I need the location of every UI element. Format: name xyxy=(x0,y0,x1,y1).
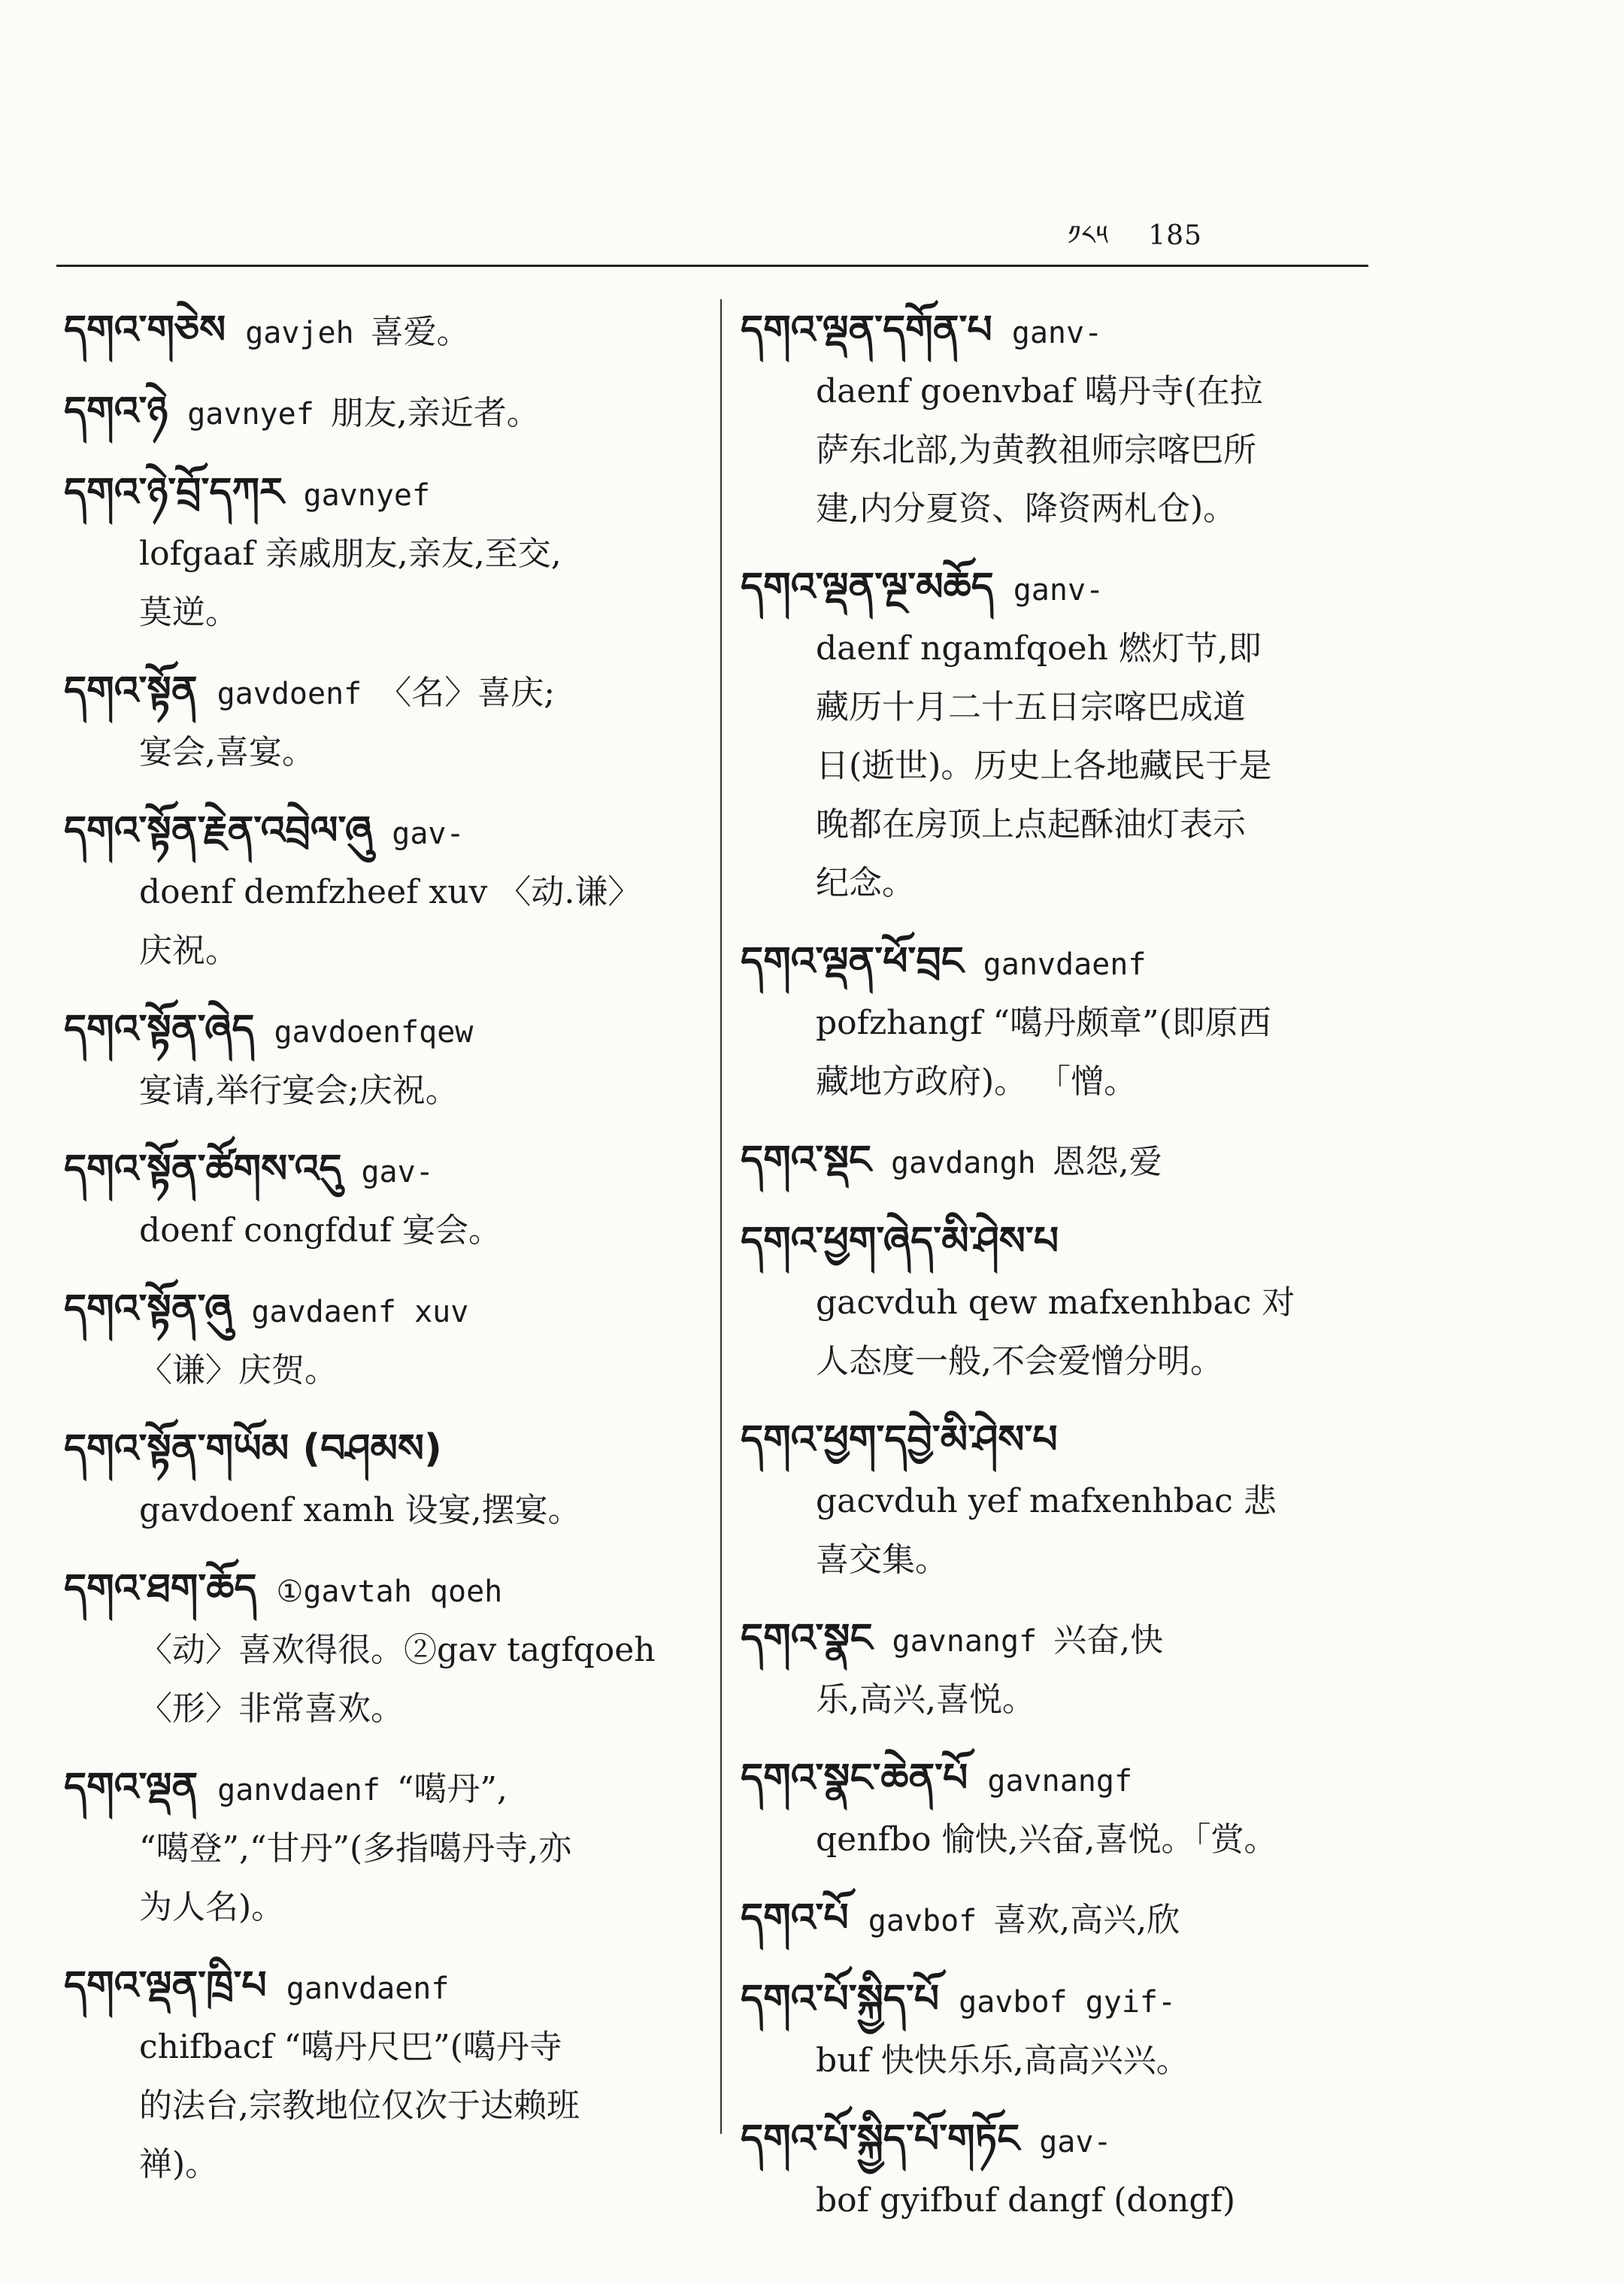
page-header xyxy=(1068,205,1202,281)
tibetan-headword: དགའ་སྟོན་ཞུ xyxy=(64,1286,232,1332)
romanization: gav- xyxy=(1039,2125,1112,2159)
entry-head xyxy=(741,1131,1380,1193)
romanization: gavnangf xyxy=(892,1624,1038,1659)
romanization: gavbof xyxy=(868,1904,977,1938)
entry-continuation: 建,内分夏资、降资两札仓)。 xyxy=(816,489,1237,528)
entry-continuation: 莫逆。 xyxy=(139,593,238,632)
dictionary-entry xyxy=(741,1889,1380,1950)
entry-continuation: 人态度一般,不会爱憎分明。 xyxy=(816,1342,1223,1380)
dictionary-entry xyxy=(64,1758,703,1937)
romanization: gavnangf xyxy=(987,1764,1133,1799)
entry-continuation: 萨东北部,为黄教祖师宗喀巴所 xyxy=(816,431,1256,469)
romanization: ganv- xyxy=(1013,573,1104,608)
entry-head xyxy=(64,1280,703,1341)
entry-continuation: “噶登”,“甘丹”(多指噶丹寺,亦 xyxy=(139,1829,572,1868)
dictionary-entry xyxy=(741,1131,1380,1193)
romanization: gavdoenf xyxy=(217,677,362,711)
entry-head xyxy=(64,382,703,444)
tibetan-headword: དགའ་སྟོན་ཚོགས་འདུ xyxy=(64,1147,342,1192)
tibetan-headword: དགའ་ཕྱག་ཞེད་མི་ཤེས་པ xyxy=(741,1219,1059,1264)
dictionary-entry xyxy=(64,802,703,980)
dictionary-entry xyxy=(64,1140,703,1260)
definition: 恩怨,爱 xyxy=(1052,1143,1162,1181)
entry-continuation: daenf goenvbaf 噶丹寺(在拉 xyxy=(816,372,1263,411)
entry-head xyxy=(64,1140,703,1202)
dictionary-entry xyxy=(741,558,1380,913)
dictionary-entry xyxy=(741,2110,1380,2230)
entry-continuation: qenfbo 愉快,兴奋,喜悦。「赏。 xyxy=(816,1820,1277,1859)
tibetan-headword: དགའ་ལྡན་ཁྲི་པ xyxy=(64,1963,267,2008)
entry-continuation: doenf demfzheef xuv 〈动.谦〉 xyxy=(139,873,641,911)
romanization: gavnyef xyxy=(303,478,431,513)
entry-head xyxy=(64,1000,703,1062)
entry-continuation: 藏地方政府)。 「憎。 xyxy=(816,1062,1138,1101)
entry-head xyxy=(741,1212,1380,1274)
entry-head xyxy=(64,802,703,863)
romanization: gavnyef xyxy=(187,397,314,432)
entry-continuation: 喜交集。 xyxy=(816,1541,948,1579)
entry-continuation: gacvduh qew mafxenhbac 对 xyxy=(816,1283,1295,1322)
tibetan-headword: དགའ་སྟོན xyxy=(64,668,198,714)
entry-head xyxy=(64,301,703,362)
entry-head xyxy=(741,1609,1380,1671)
entry-continuation: 〈形〉非常喜欢。 xyxy=(139,1690,404,1728)
entry-head xyxy=(64,1758,703,1820)
entry-continuation: 晚都在房顶上点起酥油灯表示 xyxy=(816,805,1246,844)
entry-head xyxy=(741,1889,1380,1950)
entry-head xyxy=(64,463,703,525)
tibetan-headword: དགའ་སྟོན་ཞེད xyxy=(64,1007,255,1052)
dictionary-entry xyxy=(741,1970,1380,2090)
tibetan-headword: དགའ་ལྡན xyxy=(64,1765,198,1810)
definition: 〈名〉喜庆; xyxy=(378,674,556,712)
entry-continuation: 宴请,举行宴会;庆祝。 xyxy=(139,1071,459,1110)
entry-head xyxy=(741,932,1380,994)
romanization: gav- xyxy=(361,1155,434,1189)
entry-continuation: chifbacf “噶丹尺巴”(噶丹寺 xyxy=(139,2028,562,2066)
entry-continuation: daenf ngamfqoeh 燃灯节,即 xyxy=(816,629,1262,668)
definition: “噶丹”, xyxy=(396,1770,508,1808)
romanization: ganv- xyxy=(1011,316,1103,350)
tibetan-headword: དགའ་སྡང xyxy=(741,1138,871,1183)
definition: 朋友,亲近者。 xyxy=(330,394,540,432)
entry-continuation: buf 快快乐乐,高高兴兴。 xyxy=(816,2041,1189,2080)
tibetan-headword: དགའ་སྣང xyxy=(741,1616,873,1661)
romanization: ganvdaenf xyxy=(983,947,1147,982)
definition: 喜欢,高兴,欣 xyxy=(993,1901,1180,1939)
entry-continuation: 为人名)。 xyxy=(139,1888,285,1926)
entry-head xyxy=(741,1411,1380,1472)
entry-continuation: 的法台,宗教地位仅次于达赖班 xyxy=(139,2087,580,2125)
romanization: gavdaenf xuv xyxy=(251,1295,469,1329)
entry-continuation: gacvduh yef mafxenhbac 悲 xyxy=(816,1482,1277,1520)
entry-continuation: 庆祝。 xyxy=(139,932,238,970)
entry-continuation: doenf congfduf 宴会。 xyxy=(139,1211,502,1250)
romanization: gavbof gyif- xyxy=(959,1985,1177,2020)
entry-continuation: 乐,高兴,喜悦。 xyxy=(816,1680,1035,1719)
entry-continuation: 〈谦〉庆贺。 xyxy=(139,1351,338,1390)
entry-head xyxy=(741,1970,1380,2032)
entry-head xyxy=(64,1420,703,1481)
tibetan-headword: དགའ་ལྡན་ལྔ་མཆོད xyxy=(741,565,994,610)
entry-head xyxy=(741,558,1380,620)
dictionary-entry xyxy=(64,662,703,782)
entry-head xyxy=(741,301,1380,362)
tibetan-headword: དགའ་ཐག་ཆོད xyxy=(64,1566,257,1611)
entry-head xyxy=(741,2110,1380,2171)
tibetan-headword: དགའ་ཉེ xyxy=(64,389,168,434)
entry-continuation: 〈动〉喜欢得很。②gav tagfqoeh xyxy=(139,1631,656,1669)
romanization: gavdangh xyxy=(890,1146,1036,1180)
dictionary-entry xyxy=(64,301,703,362)
entry-continuation: 纪念。 xyxy=(816,864,915,902)
romanization: ①gavtah qoeh xyxy=(276,1574,503,1609)
tibetan-headword: དགའ་ཕྱག་དབྱེ་མི་ཤེས་པ xyxy=(741,1417,1058,1462)
tibetan-headword: དགའ་པོ་སྐྱིད་པོ xyxy=(741,1977,940,2022)
romanization: gavjeh xyxy=(245,316,354,350)
entry-continuation: 藏历十月二十五日宗喀巴成道 xyxy=(816,688,1246,726)
dictionary-entry xyxy=(64,1420,703,1540)
column-divider xyxy=(720,299,722,2134)
romanization: gav- xyxy=(392,817,465,851)
header-rule xyxy=(56,265,1368,267)
definition: 兴奋,快 xyxy=(1053,1621,1164,1659)
dictionary-entry xyxy=(64,1956,703,2194)
tibetan-headword: དགའ་སྟོན་གཡོམ (བཤམས) xyxy=(64,1426,442,1471)
entry-head xyxy=(64,662,703,723)
entry-head xyxy=(64,1559,703,1621)
entry-head xyxy=(64,1956,703,2018)
page-number: 185 xyxy=(1148,220,1202,251)
romanization: ganvdaenf xyxy=(217,1773,380,1808)
entry-continuation: bof gyifbuf dangf (dongf) xyxy=(816,2181,1236,2220)
tibetan-headword: དགའ་སྣང་ཆེན་པོ xyxy=(741,1756,968,1801)
dictionary-entry xyxy=(64,382,703,444)
entry-continuation: pofzhangf “噶丹颇章”(即原西 xyxy=(816,1004,1271,1042)
dictionary-entry xyxy=(741,1411,1380,1590)
tibetan-headword: དགའ་གཅེས xyxy=(64,308,226,353)
entry-head xyxy=(741,1749,1380,1811)
dictionary-entry xyxy=(64,1559,703,1738)
entry-continuation: gavdoenf xamh 设宴,摆宴。 xyxy=(139,1491,581,1529)
tibetan-page-number: ༡༨༥ xyxy=(1068,220,1109,251)
tibetan-headword: དགའ་པོ་སྐྱིད་པོ་གཏོང xyxy=(741,2117,1020,2162)
dictionary-entry xyxy=(741,301,1380,538)
right-column xyxy=(741,301,1380,2250)
entry-continuation: 禅)。 xyxy=(139,2145,219,2184)
tibetan-headword: དགའ་སྟོན་རྗེན་འབྲེལ་ཞུ xyxy=(64,808,373,853)
dictionary-entry xyxy=(741,1212,1380,1391)
dictionary-entry xyxy=(64,463,703,642)
dictionary-entry xyxy=(64,1280,703,1400)
tibetan-headword: དགའ་པོ xyxy=(741,1896,849,1941)
definition: 喜爱。 xyxy=(370,313,470,351)
entry-continuation: 宴会,喜宴。 xyxy=(139,733,315,771)
dictionary-entry xyxy=(741,1749,1380,1869)
left-column xyxy=(64,301,703,2214)
dictionary-entry xyxy=(64,1000,703,1120)
entry-continuation: 日(逝世)。历史上各地藏民于是 xyxy=(816,747,1272,785)
entry-continuation: lofgaaf 亲戚朋友,亲友,至交, xyxy=(139,535,562,573)
tibetan-headword: དགའ་ལྡན་ཕོ་བྲང xyxy=(741,939,964,984)
dictionary-entry xyxy=(741,932,1380,1111)
romanization: ganvdaenf xyxy=(286,1971,450,2006)
tibetan-headword: དགའ་ཉེ་བྲོ་དཀར xyxy=(64,470,284,515)
dictionary-entry xyxy=(741,1609,1380,1729)
romanization: gavdoenfqew xyxy=(274,1015,474,1050)
tibetan-headword: དགའ་ལྡན་དགོན་པ xyxy=(741,308,992,353)
